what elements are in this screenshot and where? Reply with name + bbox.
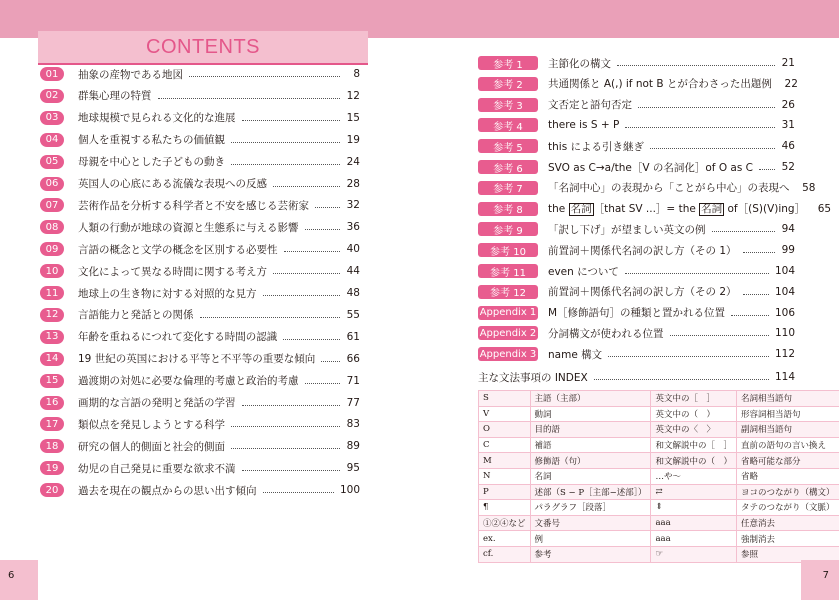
reference-row[interactable]: [478, 96, 795, 114]
leader-dots: [670, 334, 769, 336]
chapter-number-badge: 08: [40, 220, 64, 234]
legend-cell: 和文解説中の（ ）: [651, 453, 737, 469]
toc-row-page: 19: [346, 133, 360, 146]
chapter-number-badge: 06: [40, 177, 64, 191]
leader-dots: [731, 314, 769, 316]
leader-dots: [712, 230, 776, 232]
toc-row-title: 言語の概念と文学の概念を区別する必要性: [78, 243, 278, 256]
toc-row-title: 文化によって異なる時間に関する考え方: [78, 265, 267, 278]
reference-row[interactable]: [478, 262, 795, 280]
legend-cell: ヨコのつながり（構文）: [736, 484, 839, 500]
toc-row-title: 19 世紀の英国における平等と不平等の重要な傾向: [78, 353, 316, 366]
legend-cell: V: [479, 406, 531, 422]
reference-row[interactable]: [478, 200, 832, 218]
notation-legend-table: [478, 390, 839, 563]
chapter-number-badge: 02: [40, 89, 64, 103]
legend-cell: 省略: [736, 468, 839, 484]
leader-dots: [759, 168, 775, 170]
toc-row[interactable]: [40, 306, 360, 324]
reference-row-title: 文否定と語句否定: [548, 99, 632, 112]
toc-row-title: 研究の個人的側面と社会的側面: [78, 440, 225, 453]
reference-badge: Appendix 1: [479, 307, 537, 319]
leader-dots: [231, 447, 340, 449]
toc-row-title: 地球規模で見られる文化的な進展: [78, 112, 236, 125]
boxed-word: 名詞: [570, 203, 592, 216]
chapter-number-badge: 04: [40, 133, 64, 147]
legend-row: [479, 422, 839, 438]
chapter-number-badge: 15: [40, 374, 64, 388]
reference-row-page: 65: [817, 202, 832, 215]
reference-row-title: M［修飾語句］の種類と置かれる位置: [548, 307, 726, 320]
reference-row[interactable]: [478, 116, 795, 134]
reference-badge: 参考 12: [478, 285, 538, 299]
reference-row-title: 「名詞中心」の表現から「ことがら中心」の表現へ: [548, 182, 790, 195]
legend-cell: 省略可能な部分: [736, 453, 839, 469]
legend-cell: 和文解説中の［ ］: [651, 437, 737, 453]
reference-row[interactable]: [478, 54, 795, 72]
leader-dots: [231, 163, 340, 165]
toc-row[interactable]: [40, 218, 360, 236]
chapter-number-badge: 01: [40, 67, 64, 81]
chapter-number-badge: 20: [40, 483, 64, 497]
legend-cell: 動詞: [530, 406, 651, 422]
reference-row-title: the 名詞 ［that SV ...］= the 名詞 of［(S)(V)ing］: [548, 203, 806, 216]
leader-dots: [200, 316, 341, 318]
legend-cell: aaa: [651, 515, 737, 531]
reference-row-page: 46: [781, 140, 795, 153]
index-entry-title: 主な文法事項の INDEX: [478, 371, 588, 384]
leader-dots: [315, 206, 340, 208]
reference-row-title: 前置詞＋関係代名詞の訳し方（その 2）: [548, 286, 737, 299]
toc-row[interactable]: [40, 328, 360, 346]
leader-dots: [231, 425, 340, 427]
legend-cell: O: [479, 422, 531, 438]
reference-row-page: 22: [784, 77, 798, 90]
legend-cell: 英文中の〈 〉: [651, 422, 737, 438]
legend-row: [479, 468, 839, 484]
reference-badge: 参考 11: [478, 264, 538, 278]
chapter-number-badge: 12: [40, 308, 64, 322]
leader-dots: [231, 141, 340, 143]
leader-dots: [305, 382, 341, 384]
toc-row-title: 群集心理の特質: [78, 90, 152, 103]
reference-row-title: there is S + P: [548, 119, 620, 132]
legend-cell: ¶: [479, 500, 531, 516]
legend-cell: cf.: [479, 546, 531, 562]
reference-row-page: 112: [774, 348, 795, 361]
toc-row-page: 8: [353, 68, 360, 80]
contents-heading: CONTENTS: [38, 31, 368, 64]
reference-badge: 参考 9: [478, 222, 538, 236]
reference-row-page: 26: [781, 98, 795, 111]
reference-row[interactable]: [478, 220, 795, 238]
legend-cell: 直前の語句の言い換え: [736, 437, 839, 453]
reference-row[interactable]: [478, 158, 795, 176]
legend-row: [479, 406, 839, 422]
legend-cell: 述部（S − P［主部−述部］）: [530, 484, 651, 500]
legend-cell: P: [479, 484, 531, 500]
left-page-corner: [0, 560, 38, 600]
chapter-number-badge: 11: [40, 286, 64, 300]
legend-cell: …や〜: [651, 468, 737, 484]
toc-row-page: 36: [346, 221, 360, 234]
toc-row[interactable]: [40, 175, 360, 193]
toc-row[interactable]: [40, 153, 360, 171]
toc-row-title: 人類の行動が地球の資源と生態系に与える影響: [78, 221, 299, 234]
legend-row: [479, 531, 839, 547]
leader-dots: [263, 294, 341, 296]
toc-row-title: 芸術作品を分析する科学者と不安を感じる芸術家: [78, 199, 309, 212]
toc-row-page: 32: [346, 199, 360, 212]
toc-row[interactable]: [40, 262, 360, 280]
reference-row-title: even について: [548, 265, 619, 278]
legend-cell: 強制消去: [736, 531, 839, 547]
leader-dots: [608, 355, 769, 357]
legend-row: [479, 546, 839, 562]
toc-row-page: 61: [346, 330, 360, 343]
toc-row-page: 55: [346, 308, 360, 321]
toc-row[interactable]: [40, 87, 360, 105]
reference-row-title: this による引き継ぎ: [548, 140, 644, 153]
toc-row-title: 言語能力と発話との関係: [78, 309, 194, 322]
toc-row-title: 母親を中心とした子どもの動き: [78, 156, 225, 169]
leader-dots: [284, 250, 341, 252]
leader-dots: [743, 251, 775, 253]
leader-dots: [283, 338, 340, 340]
reference-badge: 参考 3: [478, 98, 538, 112]
legend-cell: 形容詞相当語句: [736, 406, 839, 422]
chapter-number-badge: 14: [40, 352, 64, 366]
legend-cell: 修飾語（句）: [530, 453, 651, 469]
legend-cell: 名詞相当語句: [736, 391, 839, 407]
reference-badge: 参考 5: [478, 139, 538, 153]
legend-cell: 目的語: [530, 422, 651, 438]
toc-row-page: 71: [346, 374, 360, 387]
leader-dots: [638, 106, 775, 108]
reference-row[interactable]: [478, 137, 795, 155]
reference-row-page: 94: [781, 223, 795, 236]
reference-row[interactable]: [478, 345, 795, 363]
reference-row-page: 99: [781, 244, 795, 257]
legend-row: [479, 515, 839, 531]
chapter-number-badge: 05: [40, 155, 64, 169]
legend-row: [479, 453, 839, 469]
chapter-number-badge: 18: [40, 439, 64, 453]
leader-dots: [189, 75, 340, 77]
legend-row: [479, 484, 839, 500]
reference-row-page: 110: [774, 327, 795, 340]
toc-row-title: 幼児の自己発見に重要な欲求不満: [78, 462, 236, 475]
toc-row-page: 15: [346, 111, 360, 124]
legend-row: [479, 437, 839, 453]
toc-row-page: 100: [339, 484, 360, 497]
reference-row-page: 21: [781, 57, 795, 69]
index-entry[interactable]: [478, 368, 795, 386]
reference-row-page: 104: [774, 285, 795, 298]
toc-row-title: 過去を現在の観点からの思い出す傾向: [78, 484, 257, 497]
legend-cell: 主語（主部）: [530, 391, 651, 407]
toc-row[interactable]: [40, 481, 360, 499]
reference-row-page: 106: [774, 306, 795, 319]
legend-cell: M: [479, 453, 531, 469]
toc-row-title: 過渡期の対処に必要な倫理的考慮と政治的考慮: [78, 375, 299, 388]
reference-row-page: 52: [781, 161, 795, 173]
chapter-number-badge: 16: [40, 396, 64, 410]
toc-row-title: 類似点を発見しようとする科学: [78, 418, 225, 431]
chapter-number-badge: 10: [40, 264, 64, 278]
toc-row[interactable]: [40, 437, 360, 455]
toc-row[interactable]: [40, 240, 360, 258]
reference-row-title: SVO as C→a/the［V の名詞化］of O as C: [548, 161, 753, 174]
legend-cell: 副詞相当語句: [736, 422, 839, 438]
leader-dots: [273, 272, 340, 274]
toc-row[interactable]: [40, 109, 360, 127]
legend-cell: 例: [530, 531, 651, 547]
chapter-number-badge: 17: [40, 417, 64, 431]
legend-cell: ⇕: [651, 500, 737, 516]
right-page-corner: [801, 560, 839, 600]
reference-badge: Appendix 2: [479, 327, 537, 339]
leader-dots: [617, 64, 775, 66]
legend-cell: 英文中の（ ）: [651, 406, 737, 422]
legend-cell: ⇄: [651, 484, 737, 500]
leader-dots: [743, 293, 769, 295]
toc-row-page: 83: [346, 418, 360, 431]
toc-row-page: 48: [346, 287, 360, 299]
boxed-word: 名詞: [701, 203, 723, 216]
reference-row-title: 前置詞＋関係代名詞の訳し方（その 1）: [548, 244, 737, 257]
reference-row-page: 31: [781, 119, 795, 132]
leader-dots: [625, 126, 775, 128]
reference-row-page: 58: [802, 181, 816, 194]
reference-row[interactable]: [478, 179, 816, 197]
reference-badge: 参考 10: [478, 243, 538, 257]
toc-row[interactable]: [40, 65, 360, 83]
toc-row[interactable]: [40, 394, 360, 412]
toc-row-page: 28: [346, 177, 360, 190]
toc-row-title: 年齢を重ねるにつれて変化する時間の認識: [78, 331, 278, 344]
toc-row-page: 24: [346, 155, 360, 168]
chapter-number-badge: 09: [40, 242, 64, 256]
toc-row[interactable]: [40, 284, 360, 302]
toc-row[interactable]: [40, 350, 360, 368]
legend-cell: S: [479, 391, 531, 407]
reference-row-title: 分詞構文が使われる位置: [548, 327, 664, 340]
chapter-number-badge: 03: [40, 111, 64, 125]
toc-row-title: 画期的な言語の発明と発話の学習: [78, 397, 236, 409]
leader-dots: [242, 119, 341, 121]
left-page-number: 6: [8, 570, 15, 581]
legend-cell: 英文中の［ ］: [651, 391, 737, 407]
legend-cell: ①②④など: [479, 515, 531, 531]
reference-badge: 参考 8: [478, 202, 538, 216]
leader-dots: [242, 469, 341, 471]
reference-row[interactable]: [478, 283, 795, 301]
leader-dots: [273, 185, 340, 187]
toc-row-title: 英国人の心底にある流儀な表現への反感: [78, 178, 267, 190]
toc-row-page: 12: [346, 89, 360, 102]
reference-badge: 参考 7: [478, 181, 538, 195]
index-entry-page: 114: [774, 371, 795, 383]
toc-row-page: 95: [346, 462, 360, 475]
legend-cell: N: [479, 468, 531, 484]
toc-row-page: 66: [346, 352, 360, 365]
legend-cell: タテのつながり（文脈）: [736, 500, 839, 516]
reference-row[interactable]: [478, 324, 795, 342]
legend-cell: ☞: [651, 546, 737, 562]
reference-row[interactable]: [478, 75, 798, 93]
reference-badge: Appendix 3: [479, 348, 537, 360]
legend-cell: 名詞: [530, 468, 651, 484]
legend-cell: パラグラフ［段落］: [530, 500, 651, 516]
leader-dots: [594, 378, 769, 380]
legend-row: [479, 500, 839, 516]
toc-row[interactable]: [40, 459, 360, 477]
reference-row-title: name 構文: [548, 348, 603, 361]
toc-row-page: 40: [346, 243, 360, 256]
legend-cell: C: [479, 437, 531, 453]
legend-cell: 補語: [530, 437, 651, 453]
toc-row-title: 個人を重視する私たちの価値観: [78, 134, 225, 147]
legend-cell: 任意消去: [736, 515, 839, 531]
toc-row-page: 89: [346, 440, 360, 453]
reference-row[interactable]: [478, 241, 795, 259]
toc-row[interactable]: [40, 415, 360, 433]
reference-row-title: 「訳し下げ」が望ましい英文の例: [548, 223, 706, 236]
reference-row[interactable]: [478, 304, 795, 322]
toc-row-title: 抽象の産物である地図: [78, 68, 183, 81]
legend-cell: aaa: [651, 531, 737, 547]
chapter-number-badge: 13: [40, 330, 64, 344]
legend-cell: ex.: [479, 531, 531, 547]
chapter-number-badge: 19: [40, 461, 64, 475]
leader-dots: [305, 228, 341, 230]
legend-cell: 参照: [736, 546, 839, 562]
reference-badge: 参考 4: [478, 118, 538, 132]
leader-dots: [158, 97, 341, 99]
reference-row-title: 共通関係と A(,) if not B とが合わさった出題例: [548, 78, 772, 91]
reference-row-page: 104: [774, 265, 795, 277]
right-page-number: 7: [822, 570, 829, 581]
toc-row[interactable]: [40, 372, 360, 390]
toc-row-page: 44: [346, 265, 360, 278]
legend-cell: 参考: [530, 546, 651, 562]
reference-badge: 参考 6: [478, 160, 538, 174]
reference-badge: 参考 1: [478, 56, 538, 70]
legend-cell: 文番号: [530, 515, 651, 531]
toc-row-page: 77: [346, 396, 360, 409]
chapter-number-badge: 07: [40, 198, 64, 212]
leader-dots: [650, 147, 775, 149]
legend-row: [479, 391, 839, 407]
leader-dots: [321, 360, 340, 362]
reference-row-title: 主節化の構文: [548, 57, 611, 70]
leader-dots: [242, 404, 341, 406]
leader-dots: [263, 491, 334, 493]
toc-row[interactable]: [40, 196, 360, 214]
leader-dots: [625, 272, 769, 274]
reference-badge: 参考 2: [478, 77, 538, 91]
toc-row-title: 地球上の生き物に対する対照的な見方: [78, 287, 257, 300]
toc-row[interactable]: [40, 131, 360, 149]
